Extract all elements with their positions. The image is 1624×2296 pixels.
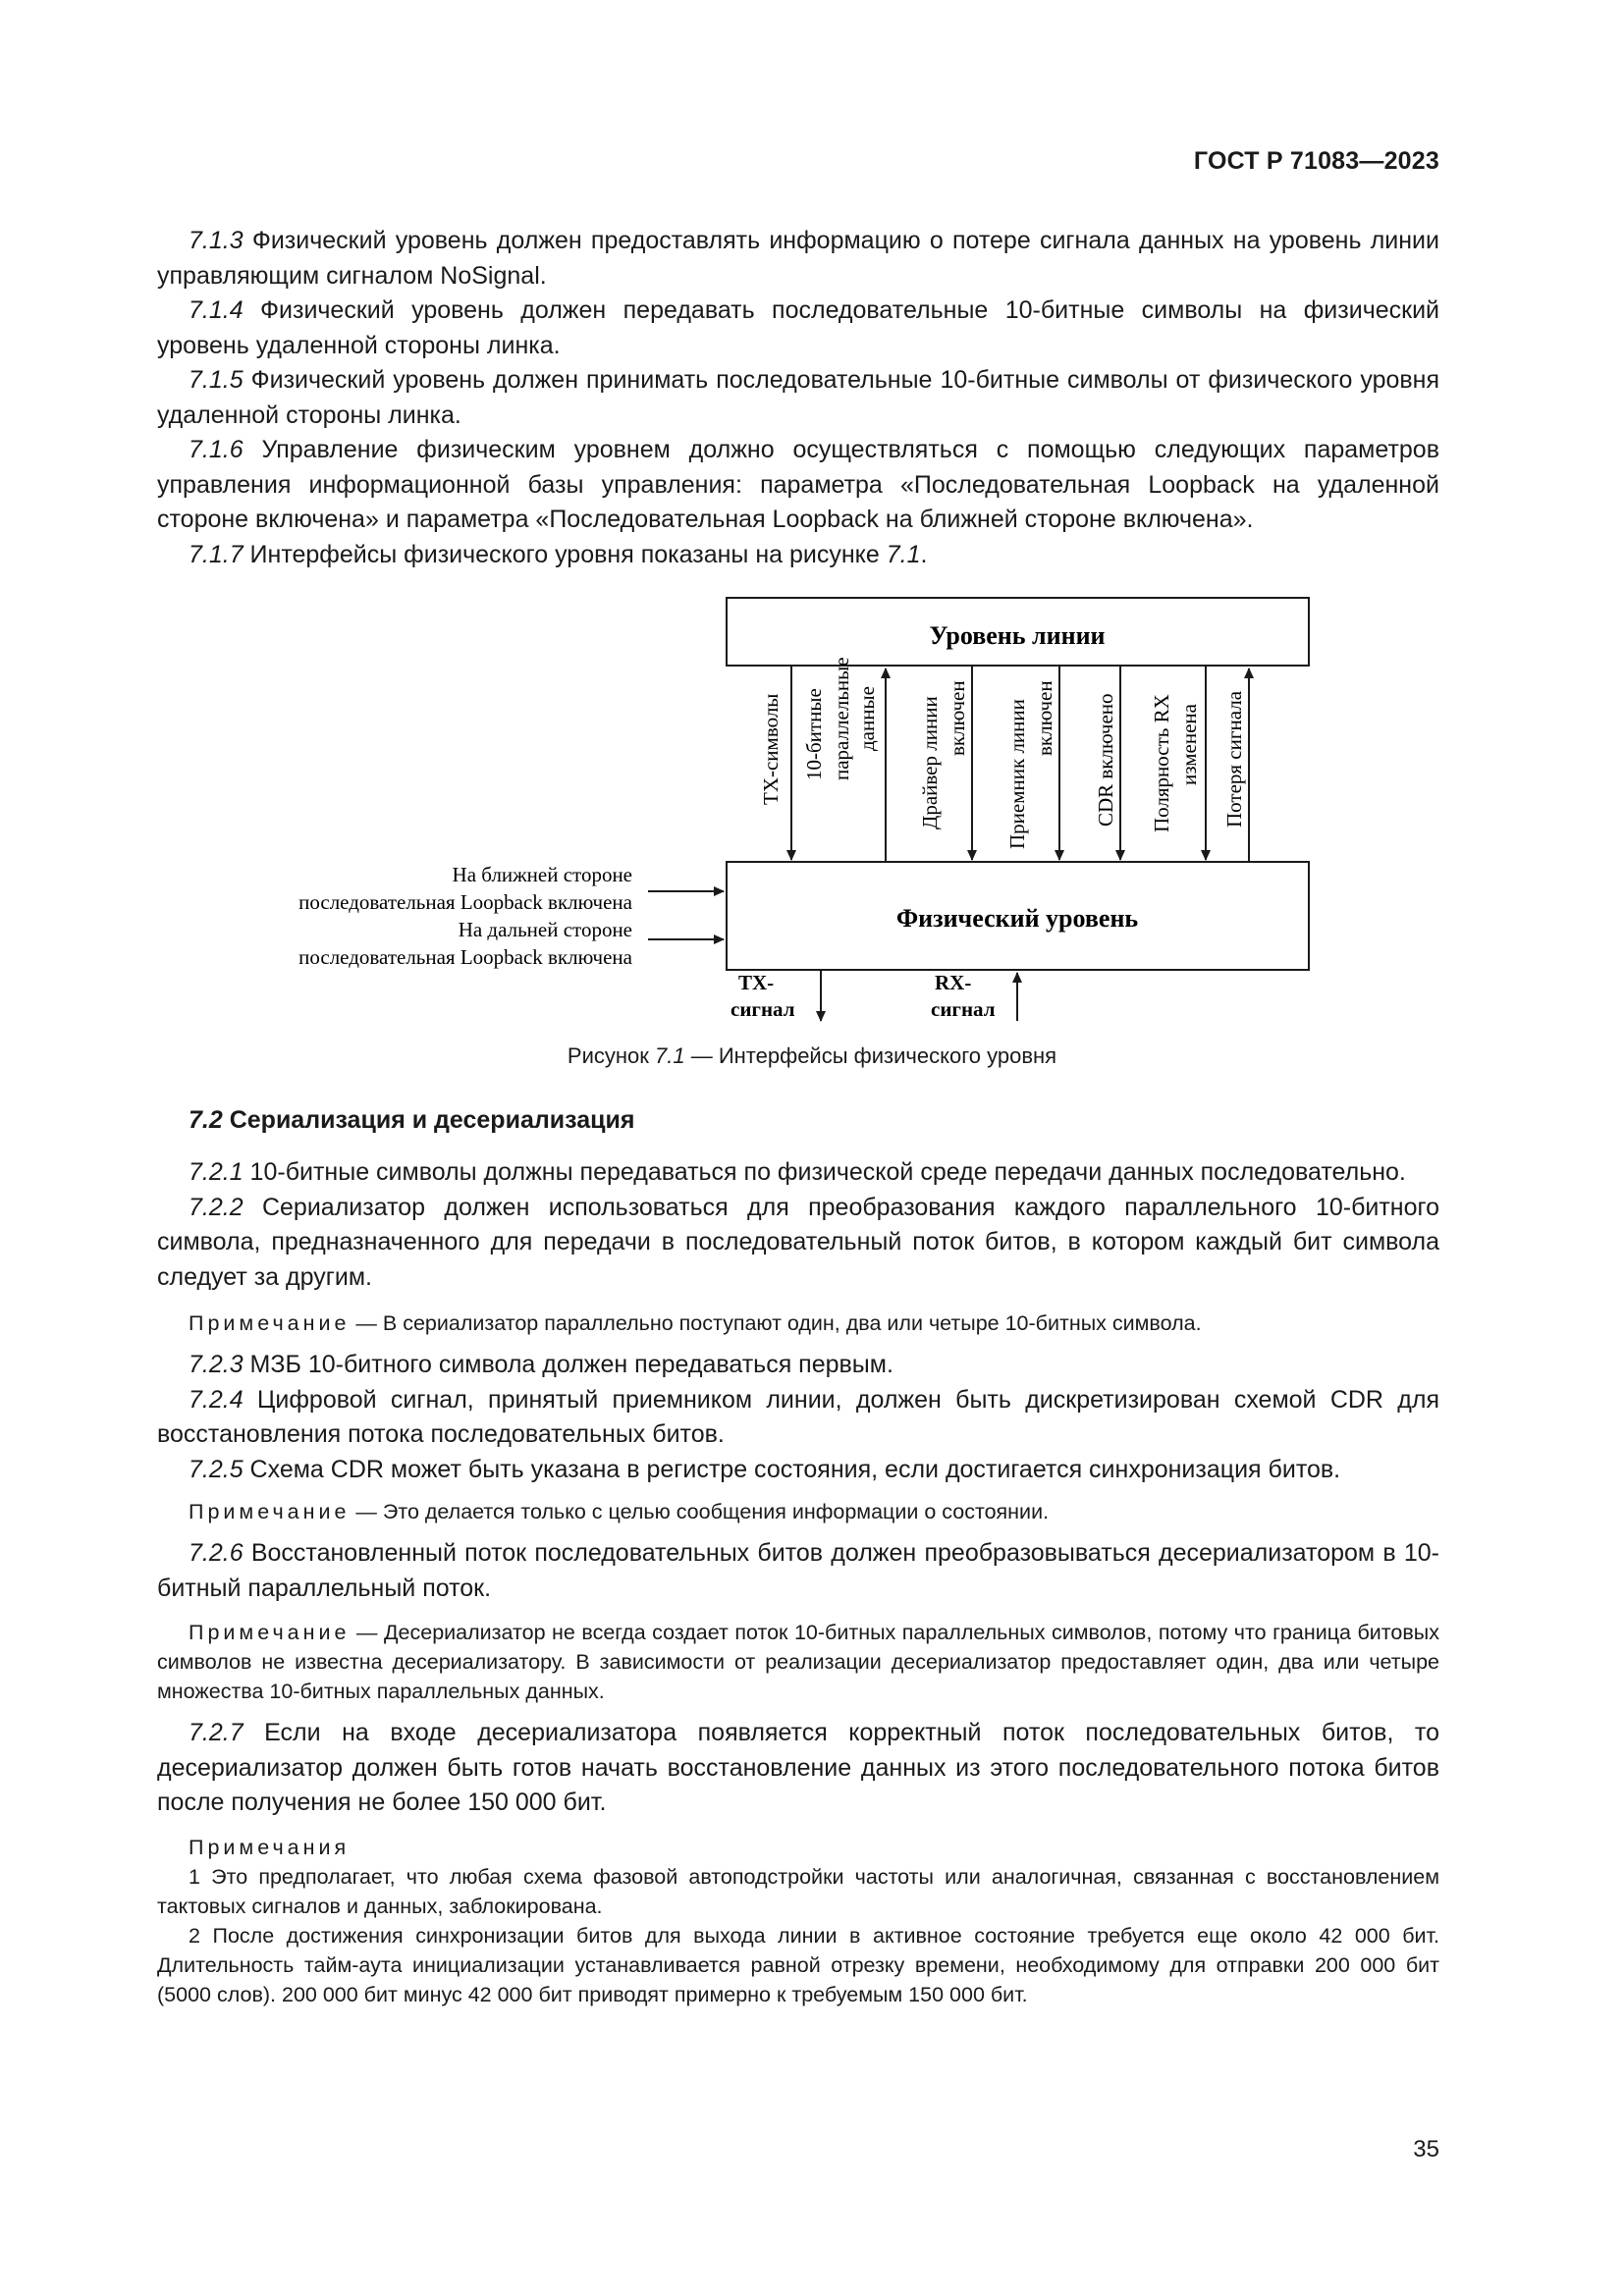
tx-signal-line2: сигнал xyxy=(731,997,795,1021)
label-parallel-data-2: параллельные xyxy=(830,657,853,780)
note-deserializer: Примечание — Десериализатор не всегда создает поток 10-битных параллельных символов, потому что граница битовых символов не известна десериализатору. В зависимости от реализации десериализатор предоставляет один, два или четыре множества 10-битных параллельных данных. xyxy=(157,1621,1439,1703)
paragraph-7-2-5: 7.2.5 Схема CDR может быть указана в регистре состояния, если достигается синхронизация битов. xyxy=(189,1455,1341,1483)
label-line-receiver: Приемник линии xyxy=(1005,699,1029,849)
link-layer-label: Уровень линии xyxy=(929,621,1106,650)
rx-signal-line1: RX- xyxy=(935,971,972,994)
input-near-loopback-line2: последовательная Loopback включена xyxy=(298,890,632,914)
paragraph-7-2-1: 7.2.1 10-битные символы должны передаваться по физической среде передачи данных последовательно. xyxy=(189,1158,1406,1186)
section-7-2-text xyxy=(157,1155,1439,2009)
notes-label: Примечания xyxy=(189,1835,351,1859)
note-item-2: 2 После достижения синхронизации битов для выхода линии в активное состояние требуется еще около 42 000 бит. Длительность тайм-аута инициализации устанавливается равной отрезку времени, необходимому для отправки 200 000 бит (5000 слов). 200 000 бит минус 42 000 бит приводят примерно к требуемым 150 000 бит. xyxy=(157,1923,1439,2006)
label-rx-polarity: Полярность RX xyxy=(1150,694,1173,832)
input-far-loopback-line1: На дальней стороне xyxy=(458,918,632,941)
input-far-loopback-line2: последовательная Loopback включена xyxy=(298,945,632,969)
paragraph-7-2-3: 7.2.3 МЗБ 10-битного символа должен передаваться первым. xyxy=(189,1351,893,1378)
note-serializer: Примечание — В сериализатор параллельно поступают один, два или четыре 10-битных символа. xyxy=(189,1311,1202,1335)
label-line-receiver-2: включен xyxy=(1033,680,1056,756)
label-rx-polarity-2: изменена xyxy=(1177,704,1201,785)
tx-signal-line1: TX- xyxy=(738,971,775,994)
section-heading-7-2: 7.2 Сериализация и десериализация xyxy=(189,1106,635,1134)
note-item-1: 1 Это предполагает, что любая схема фазовой автоподстройки частоты или аналогичная, связанная с восстановлением тактовых сигналов и данных, заблокирована. xyxy=(157,1864,1439,1918)
label-parallel-data: 10-битные xyxy=(802,688,826,780)
paragraph-7-1-7: 7.1.7 Интерфейсы физического уровня показаны на рисунке 7.1. xyxy=(189,540,928,568)
label-parallel-data-3: данные xyxy=(855,686,879,751)
paragraph-7-2-2: 7.2.2 Сериализатор должен использоваться для преобразования каждого параллельного 10-битного символа, предназначенного для передачи в последовательный поток битов, в котором каждый бит символа следует за другим. xyxy=(157,1193,1439,1291)
document-header: ГОСТ Р 71083—2023 xyxy=(1193,147,1439,175)
figure-7-1-diagram xyxy=(0,0,1624,1041)
input-near-loopback-line1: На ближней стороне xyxy=(452,863,632,886)
physical-layer-label: Физический уровень xyxy=(895,904,1139,933)
label-line-driver-2: включен xyxy=(946,680,969,756)
paragraph-7-2-6: 7.2.6 Восстановленный поток последовательных битов должен преобразовываться десериализатором в 10-битный параллельный поток. xyxy=(157,1539,1439,1602)
figure-caption: Рисунок 7.1 — Интерфейсы физического уровня xyxy=(567,1043,1057,1068)
paragraph-7-1-6: 7.1.6 Управление физическим уровнем должно осуществляться с помощью следующих параметров управления информационной базы управления: параметра «Последовательная Loopback на удаленной стороне включена» и параметра «Последовательная Loopback на ближней стороне включена». xyxy=(157,436,1439,533)
label-signal-loss: Потеря сигнала xyxy=(1222,690,1246,828)
rx-signal-line2: сигнал xyxy=(931,997,996,1021)
label-tx-symbols: TX-символы xyxy=(759,693,783,805)
paragraph-7-1-4: 7.1.4 Физический уровень должен передавать последовательные 10-битные символы на физический уровень удаленной стороны линка. xyxy=(157,296,1439,359)
label-cdr: CDR включено xyxy=(1094,693,1117,827)
page-number: 35 xyxy=(1413,2136,1439,2163)
label-line-driver: Драйвер линии xyxy=(918,696,942,829)
paragraph-7-1-3: 7.1.3 Физический уровень должен предоставлять информацию о потере сигнала данных на уровень линии управляющим сигналом NoSignal. xyxy=(157,227,1439,290)
paragraph-7-2-7: 7.2.7 Если на входе десериализатора появляется корректный поток последовательных битов, то десериализатор должен быть готов начать восстановление данных из этого последовательного потока битов после получения не более 150 000 бит. xyxy=(157,1719,1439,1816)
paragraph-7-2-4: 7.2.4 Цифровой сигнал, принятый приемником линии, должен быть дискретизирован схемой CDR для восстановления потока последовательных битов. xyxy=(157,1385,1439,1448)
note-status: Примечание — Это делается только с целью сообщения информации о состоянии. xyxy=(189,1500,1050,1523)
paragraph-7-1-5: 7.1.5 Физический уровень должен принимать последовательные 10-битные символы от физического уровня удаленной стороны линка. xyxy=(157,366,1439,429)
